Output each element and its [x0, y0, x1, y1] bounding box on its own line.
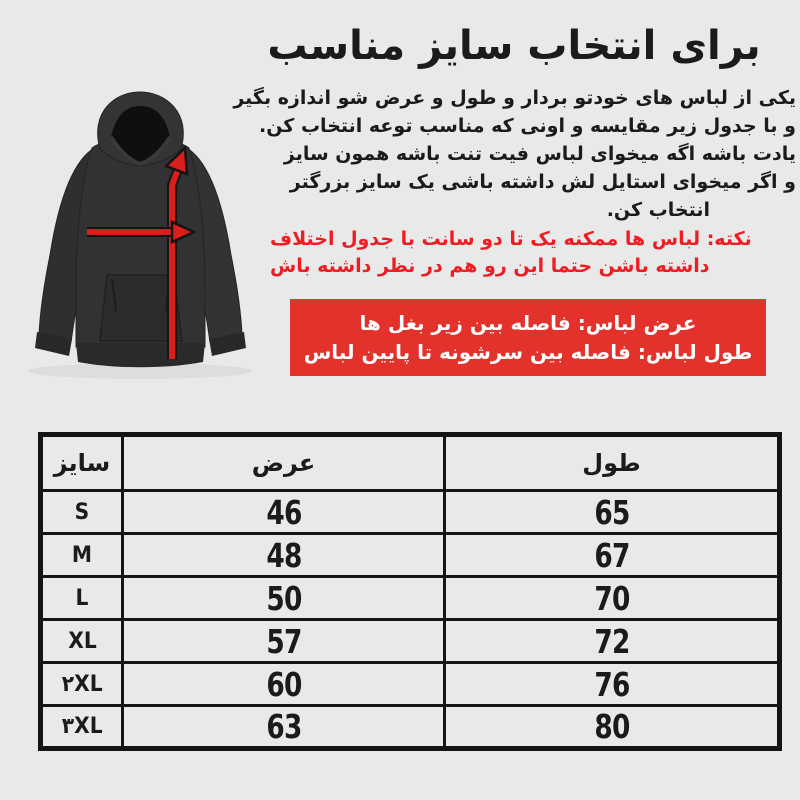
table-row: [41, 620, 780, 663]
intro-line: یادت باشه اگه میخوای لباس فیت تنت باشه همون سایز: [283, 143, 796, 165]
table-row: [41, 491, 780, 534]
length-value: 70: [593, 578, 630, 618]
table-row: [41, 706, 780, 749]
cell-size: [41, 620, 123, 663]
size-value: ۲XL: [61, 671, 103, 697]
width-value: 63: [265, 707, 302, 746]
cell-length: [445, 577, 780, 620]
cell-length: [445, 663, 780, 706]
note-line: داشته باشن حتما این رو هم در نظر داشته باش: [270, 255, 710, 277]
definition-line-length: طول لباس: فاصله بین سرشونه تا پایین لباس: [303, 340, 753, 364]
page-title: برای انتخاب سایز مناسب: [267, 23, 761, 69]
table-row: [41, 663, 780, 706]
width-value: 60: [265, 664, 302, 704]
width-value: 48: [265, 535, 302, 575]
col-header-length: طول: [445, 435, 780, 491]
cell-size: [41, 663, 123, 706]
table-header-row: [41, 435, 780, 491]
cell-width: [123, 491, 445, 534]
cell-size: [41, 577, 123, 620]
length-value: 67: [593, 535, 630, 575]
cell-size: [41, 706, 123, 749]
col-header-size: سایز: [41, 435, 123, 491]
size-value: ۳XL: [61, 714, 103, 739]
cell-width: [123, 620, 445, 663]
cell-width: [123, 706, 445, 749]
cell-length: [445, 534, 780, 577]
definition-line-width: عرض لباس: فاصله بین زیر بغل ها: [359, 311, 697, 335]
cell-width: [123, 534, 445, 577]
cell-length: [445, 706, 780, 749]
intro-line: و با جدول زیر مقایسه و اونی که مناسب توعه انتخاب کن.: [258, 115, 796, 137]
intro-line: و اگر میخوای استایل لش داشته باشی یک سایز بزرگتر: [289, 171, 796, 193]
intro-line: یکی از لباس های خودتو بردار و طول و عرض شو اندازه بگیر: [233, 87, 796, 109]
cell-size: [41, 534, 123, 577]
note-line: نکته: لباس ها ممکنه یک تا دو سانت با جدول اختلاف: [270, 228, 752, 250]
intro-line: انتخاب کن.: [606, 199, 710, 221]
cell-size: [41, 491, 123, 534]
table-row: [41, 577, 780, 620]
size-value: S: [74, 499, 90, 525]
width-value: 57: [265, 621, 302, 661]
length-value: 80: [593, 707, 630, 746]
size-value: M: [71, 542, 93, 568]
size-value: L: [75, 585, 89, 611]
width-value: 50: [265, 578, 302, 618]
cell-width: [123, 577, 445, 620]
hoodie-hem: [76, 343, 205, 367]
cell-length: [445, 620, 780, 663]
size-value: XL: [67, 628, 97, 654]
length-value: 72: [593, 621, 630, 661]
size-table: [38, 432, 782, 751]
length-value: 76: [593, 664, 630, 704]
width-value: 46: [265, 492, 302, 532]
note-text: [238, 226, 796, 280]
length-value: 65: [593, 492, 630, 532]
col-header-width: عرض: [123, 435, 445, 491]
cell-width: [123, 663, 445, 706]
table-row: [41, 534, 780, 577]
intro-text: [233, 84, 796, 224]
cell-length: [445, 491, 780, 534]
hoodie-illustration: [8, 85, 273, 385]
definition-box: [290, 299, 766, 376]
hoodie-image: [8, 85, 273, 385]
